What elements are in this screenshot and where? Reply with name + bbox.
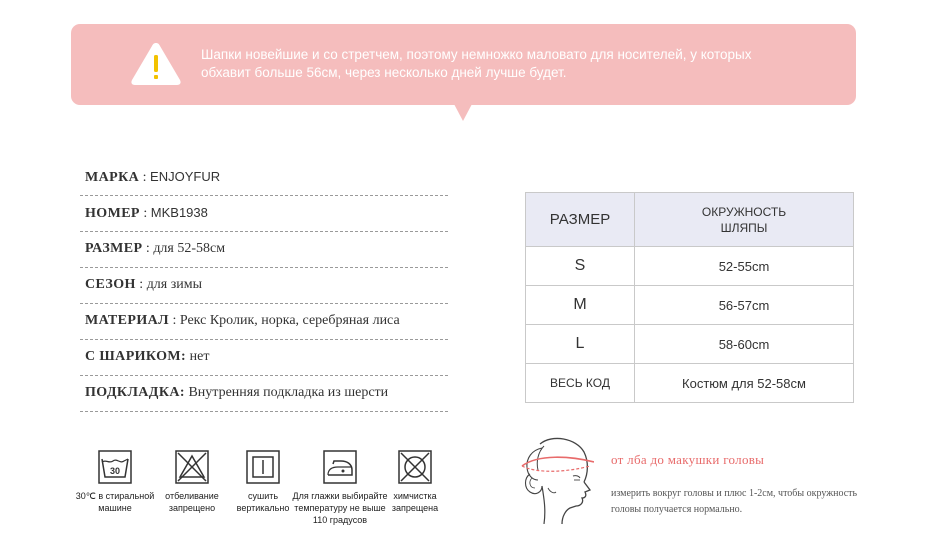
table-cell-circumference: 52-55cm <box>635 247 853 286</box>
spec-separator: : <box>139 206 151 221</box>
spec-key: С ШАРИКОМ: <box>85 349 187 364</box>
spec-separator: : <box>168 313 180 328</box>
warning-triangle-icon <box>129 40 183 88</box>
iron-low-icon <box>323 450 357 484</box>
care-label: Для глажки выбирайте температуру не выше 110 градусов <box>292 491 388 525</box>
banner-pointer <box>454 104 472 121</box>
wash-temperature: 30 <box>109 466 121 476</box>
care-item-dry <box>233 450 293 514</box>
table-cell-size: M <box>526 286 635 325</box>
spec-value: Рекс Кролик, норка, серебряная лиса <box>179 313 400 328</box>
spec-row-number <box>80 196 448 232</box>
spec-row-brand <box>80 160 448 196</box>
measure-title: от лба до макушки головы <box>611 452 765 467</box>
care-label: 30℃ в стиральной машине <box>75 491 155 513</box>
spec-row-size <box>80 232 448 268</box>
care-item-dryclean <box>385 450 445 514</box>
notice-banner <box>71 24 856 105</box>
no-bleach-icon <box>175 450 209 484</box>
spec-row-season <box>80 268 448 304</box>
spec-value: Внутренняя подкладка из шерсти <box>188 385 389 400</box>
spec-key: МАРКА <box>85 170 140 185</box>
spec-key: ПОДКЛАДКА: <box>85 385 185 400</box>
head-measure-icon <box>518 436 594 524</box>
care-item-bleach <box>162 450 222 514</box>
wash-30-icon <box>98 450 132 484</box>
dry-vertical-icon <box>246 450 280 484</box>
table-cell-size: S <box>526 247 635 286</box>
care-item-iron <box>292 450 388 526</box>
care-label: химчистка запрещена <box>391 491 439 513</box>
size-table <box>525 192 854 403</box>
table-cell-size: ВЕСЬ КОД <box>526 364 635 402</box>
spec-value: нет <box>189 349 210 364</box>
care-item-wash <box>70 450 160 514</box>
spec-value: MKB1938 <box>150 205 208 220</box>
table-header-circumference: ОКРУЖНОСТЬ ШЛЯПЫ <box>635 193 853 247</box>
table-cell-circumference: 58-60cm <box>635 325 853 364</box>
spec-row-pompom <box>80 340 448 376</box>
spec-value: ENJOYFUR <box>150 169 221 184</box>
spec-key: НОМЕР <box>85 206 140 221</box>
care-label: отбеливание запрещено <box>165 491 219 513</box>
table-cell-circumference: Костюм для 52-58см <box>682 375 806 391</box>
notice-line: Шапки новейшие и со стретчем, поэтому немножко маловато для носителей, у которых <box>201 47 752 62</box>
table-header-size: РАЗМЕР <box>526 193 635 247</box>
spec-separator: : <box>142 241 154 256</box>
spec-row-material <box>80 304 448 340</box>
spec-row-lining <box>80 376 448 412</box>
measure-description: измерить вокруг головы и плюс 1-2см, чтобы окружность головы получается нормально. <box>611 488 858 515</box>
spec-separator: : <box>135 277 147 292</box>
spec-separator: : <box>139 170 151 185</box>
table-cell-circumference: 56-57cm <box>635 286 853 325</box>
no-dry-clean-icon <box>398 450 432 484</box>
notice-text <box>201 46 841 82</box>
spec-value: для 52-58см <box>153 241 226 256</box>
spec-key: РАЗМЕР <box>85 241 143 256</box>
notice-line: обхавит больше 56см, через несколько дней лучше будет. <box>201 65 567 80</box>
spec-key: СЕЗОН <box>85 277 136 292</box>
care-label: сушить вертикально <box>236 491 290 513</box>
spec-key: МАТЕРИАЛ <box>85 313 169 328</box>
spec-value: для зимы <box>146 277 203 292</box>
table-cell-size: L <box>526 325 635 364</box>
